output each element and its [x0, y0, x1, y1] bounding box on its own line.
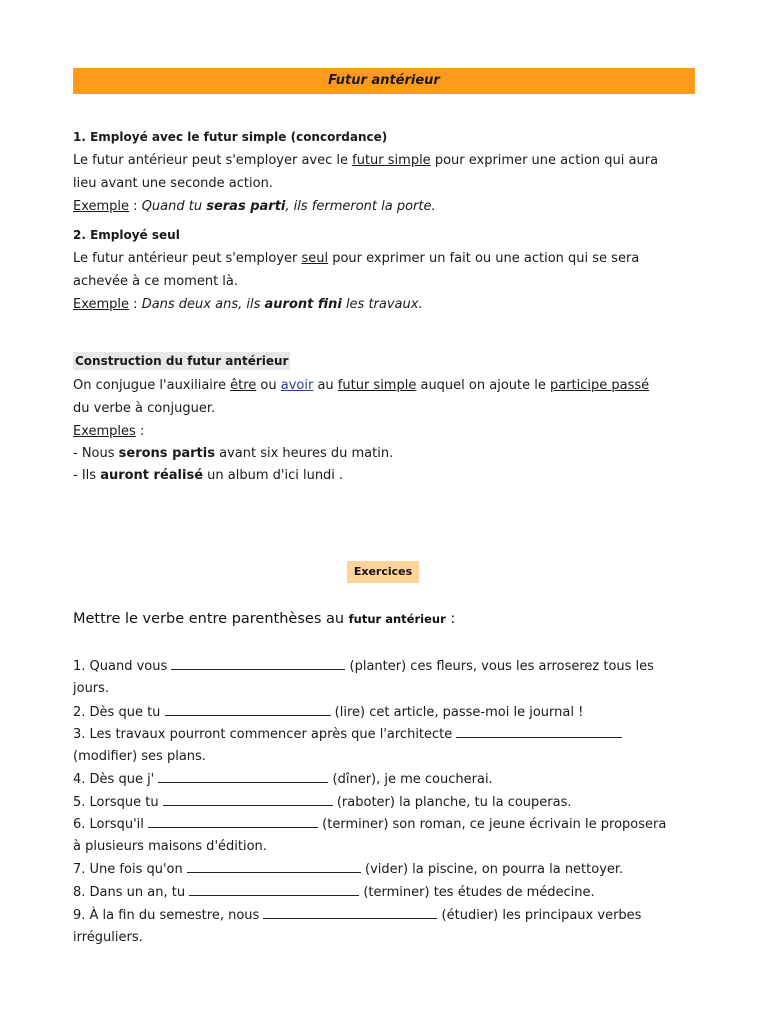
item-text: 1. Quand vous [73, 659, 172, 674]
examples-colon: : [135, 424, 145, 439]
construction-line2: du verbe à conjuguer. [73, 401, 216, 416]
exercise-item-4 [73, 770, 493, 789]
futur-simple-underline: futur simple [352, 153, 431, 168]
exercise-item-3 [73, 725, 622, 744]
construction-example1 [73, 445, 393, 463]
item-text: (étudier) les principaux verbes [437, 908, 642, 923]
instruction-end: : [445, 611, 456, 627]
section2-line1-post: pour exprimer un fait ou une action qui se sera [328, 251, 640, 266]
example-colon: : [129, 297, 142, 312]
example-bold: seras parti [206, 199, 286, 214]
section1-line2: lieu avant une seconde action. [73, 176, 273, 191]
participe-passe-underline: participe passé [549, 378, 650, 393]
example-pre: Quand tu [141, 199, 207, 214]
ex1-bold: serons partis [118, 446, 215, 461]
item-text: 9. À la fin du semestre, nous [73, 908, 264, 923]
section1-line1 [73, 152, 658, 170]
item-text: (lire) cet article, passe-moi le journal ! [330, 705, 584, 720]
section2-line1-pre: Le futur antérieur peut s'employer [73, 251, 302, 266]
page-title: Futur antérieur [73, 68, 695, 94]
answer-blank[interactable] [171, 657, 345, 670]
construction-line1 [73, 377, 649, 395]
answer-blank[interactable] [189, 883, 359, 896]
section1-heading [73, 128, 387, 146]
construction-label: Construction du futur antérieur [75, 354, 289, 368]
item-text: (terminer) son roman, ce jeune écrivain le proposera [318, 817, 667, 832]
exercise-item-5 [73, 793, 572, 812]
example-colon: : [129, 199, 142, 214]
section2-line2: achevée à ce moment là. [73, 274, 239, 289]
answer-blank[interactable] [263, 906, 437, 919]
item-text: 5. Lorsque tu [73, 795, 163, 810]
item-text: 7. Une fois qu'on [73, 862, 187, 877]
exercise-item-1-cont: jours. [73, 681, 110, 696]
construction-example2 [73, 467, 343, 485]
section2-example [73, 296, 423, 314]
construction-text-a: On conjugue l'auxiliaire [73, 378, 231, 393]
example-label: Exemple [73, 297, 130, 312]
seul-underline: seul [301, 251, 329, 266]
answer-blank[interactable] [158, 770, 328, 783]
section1-line1-pre: Le futur antérieur peut s'employer avec le [73, 153, 353, 168]
exercise-item-7 [73, 860, 623, 879]
construction-text-c: au [313, 378, 338, 393]
section1-heading-post: ) [381, 130, 388, 144]
item-text: 4. Dès que j' [73, 772, 159, 787]
exercise-item-9-cont: irréguliers. [73, 930, 143, 945]
item-text: (raboter) la planche, tu la couperas. [332, 795, 572, 810]
avoir-link[interactable]: avoir [280, 378, 314, 393]
exercise-instruction [73, 609, 455, 629]
example-label: Exemple [73, 199, 130, 214]
item-text: (dîner), je me coucherai. [328, 772, 493, 787]
construction-heading [73, 352, 290, 371]
futur-simple-underline: futur simple [337, 378, 417, 393]
answer-blank[interactable] [163, 793, 333, 806]
exercise-item-3-cont: (modifier) ses plans. [73, 749, 206, 764]
section2-line1 [73, 250, 639, 268]
ex1-pre: - Nous [73, 446, 119, 461]
example-bold: auront fini [264, 297, 342, 312]
exercices-badge: Exercices [347, 561, 419, 583]
answer-blank[interactable] [456, 725, 622, 738]
item-text: (vider) la piscine, on pourra la nettoyer. [360, 862, 624, 877]
ex1-post: avant six heures du matin. [214, 446, 394, 461]
section1-line1-post: pour exprimer une action qui aura [430, 153, 659, 168]
item-text: (terminer) tes études de médecine. [359, 885, 595, 900]
example-post: , ils fermeront la porte. [285, 199, 436, 214]
examples-label: Exemples [73, 424, 136, 439]
item-text: 8. Dans un an, tu [73, 885, 190, 900]
construction-text-d: auquel on ajoute le [416, 378, 550, 393]
examples-heading [73, 423, 144, 441]
answer-blank[interactable] [187, 860, 361, 873]
section1-heading-pre: . Employé avec le futur simple ( [81, 130, 297, 144]
instruction-text: Mettre le verbe entre parenthèses au [73, 611, 349, 627]
item-text: 2. Dès que tu [73, 705, 165, 720]
exercise-item-1 [73, 657, 654, 676]
etre-underline: être [230, 378, 257, 393]
ex2-pre: - Ils [73, 468, 101, 483]
item-text: 3. Les travaux pourront commencer après que l'architecte [73, 727, 457, 742]
section1-example [73, 198, 436, 216]
example-post: les travaux. [341, 297, 423, 312]
exercise-item-9 [73, 906, 641, 925]
exercise-item-6 [73, 815, 666, 834]
answer-blank[interactable] [165, 703, 331, 716]
section1-heading-bold: concordance [296, 130, 382, 144]
ex2-post: un album d'ici lundi . [203, 468, 344, 483]
section1-number: 1 [73, 130, 82, 144]
exercise-item-6-cont: à plusieurs maisons d'édition. [73, 839, 267, 854]
answer-blank[interactable] [148, 815, 318, 828]
section2-heading: 2. Employé seul [73, 228, 180, 242]
exercise-item-2 [73, 703, 583, 722]
example-pre: Dans deux ans, ils [141, 297, 265, 312]
instruction-tense: futur antérieur [348, 612, 446, 626]
item-text: (planter) ces fleurs, vous les arroserez tous les [345, 659, 654, 674]
construction-text-b: ou [256, 378, 281, 393]
ex2-bold: auront réalisé [100, 468, 204, 483]
item-text: 6. Lorsqu'il [73, 817, 149, 832]
exercise-item-8 [73, 883, 595, 902]
